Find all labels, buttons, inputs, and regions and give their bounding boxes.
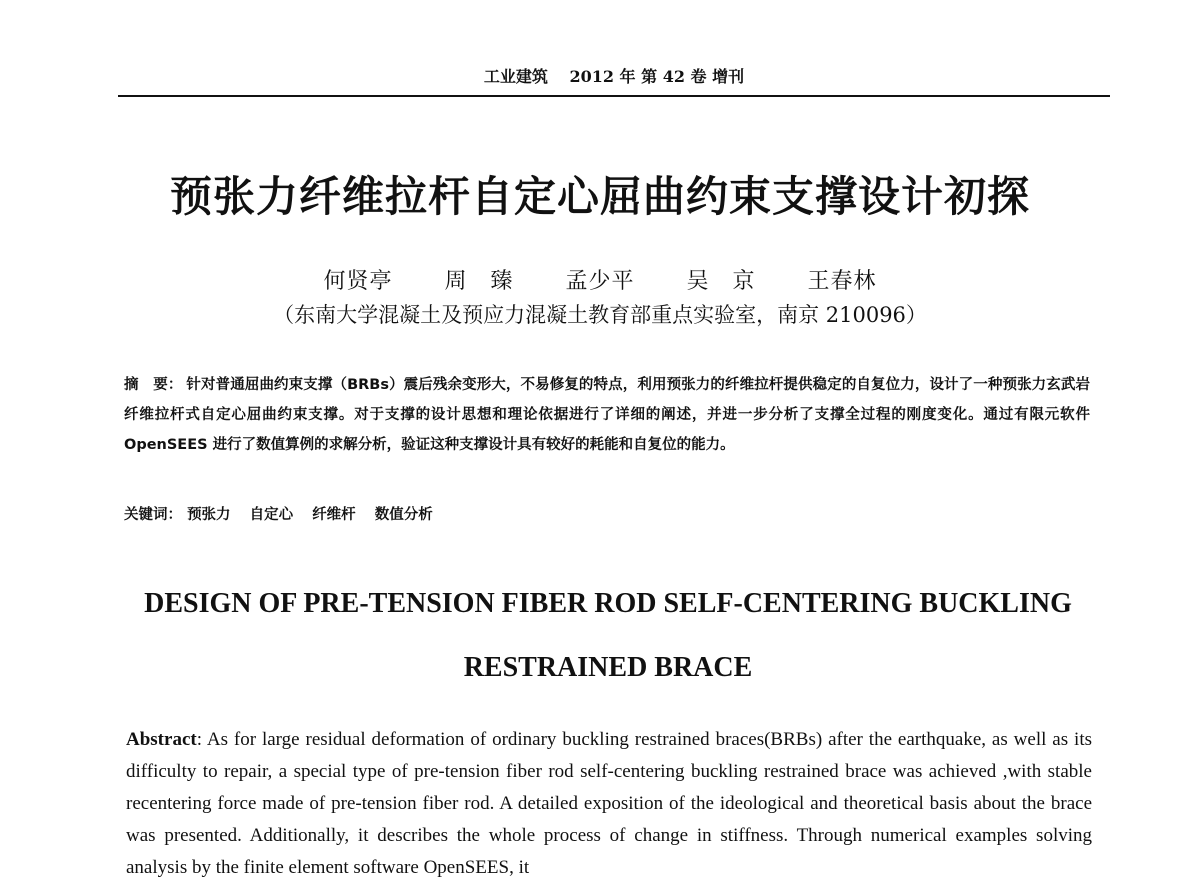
paper-title-en-line2: RESTRAINED BRACE bbox=[463, 652, 753, 683]
author: 王春林 bbox=[807, 269, 877, 294]
keywords-cn-label: 关键词： bbox=[124, 507, 182, 523]
paper-title-en bbox=[0, 572, 1200, 700]
running-header: 工业建筑 2012 年 第 42 卷 增刊 bbox=[483, 67, 745, 86]
abstract-cn bbox=[124, 370, 1090, 460]
keyword: 预张力 bbox=[187, 507, 231, 523]
author: 吴 京 bbox=[686, 269, 756, 294]
author: 孟少平 bbox=[565, 269, 635, 294]
author-list bbox=[0, 266, 1200, 298]
abstract-en-text: : As for large residual deformation of ordinary buckling restrained braces(BRBs) after the earthquake, as well as its difficulty to repair, a special type of pre-tension fiber rod self-centering buckling restrained brace was achieved ,with stable recentering force made of pre-tension fiber rod. A detailed exposition of the ideological and theoretical basis about the brace was presented. Additionally, it describes the whole process of change in stiffness. Through numerical examples solving analysis by the finite element software OpenSEES, it bbox=[126, 729, 1092, 878]
author: 何贤亭 bbox=[323, 269, 393, 294]
abstract-cn-text: 针对普通屈曲约束支撑（BRBs）震后残余变形大，不易修复的特点，利用预张力的纤维拉杆提供稳定的自复位力，设计了一种预张力玄武岩纤维拉杆式自定心屈曲约束支撑。对于支撑的设计思想和理论依据进行了详细的阐述，并进一步分析了支撑全过程的刚度变化。通过有限元软件 OpenSEES 进行了数值算例的求解分析，验证这种支撑设计具有较好的耗能和自复位的能力。 bbox=[124, 377, 1090, 453]
keyword: 数值分析 bbox=[374, 507, 433, 523]
keyword: 纤维杆 bbox=[312, 507, 356, 523]
author: 周 臻 bbox=[444, 269, 514, 294]
abstract-en bbox=[126, 724, 1092, 884]
affiliation: （东南大学混凝土及预应力混凝土教育部重点实验室，南京 210096） bbox=[273, 303, 927, 327]
paper-title-en-line1: DESIGN OF PRE-TENSION FIBER ROD SELF-CENTERING BUCKLING bbox=[144, 588, 1072, 619]
abstract-en-label: Abstract bbox=[126, 729, 197, 750]
keyword: 自定心 bbox=[249, 507, 294, 523]
abstract-cn-label: 摘 要： bbox=[124, 377, 183, 393]
paper-title-cn: 预张力纤维拉杆自定心屈曲约束支撑设计初探 bbox=[169, 172, 1030, 221]
header-rule bbox=[118, 95, 1110, 97]
keywords-cn bbox=[124, 500, 1090, 530]
